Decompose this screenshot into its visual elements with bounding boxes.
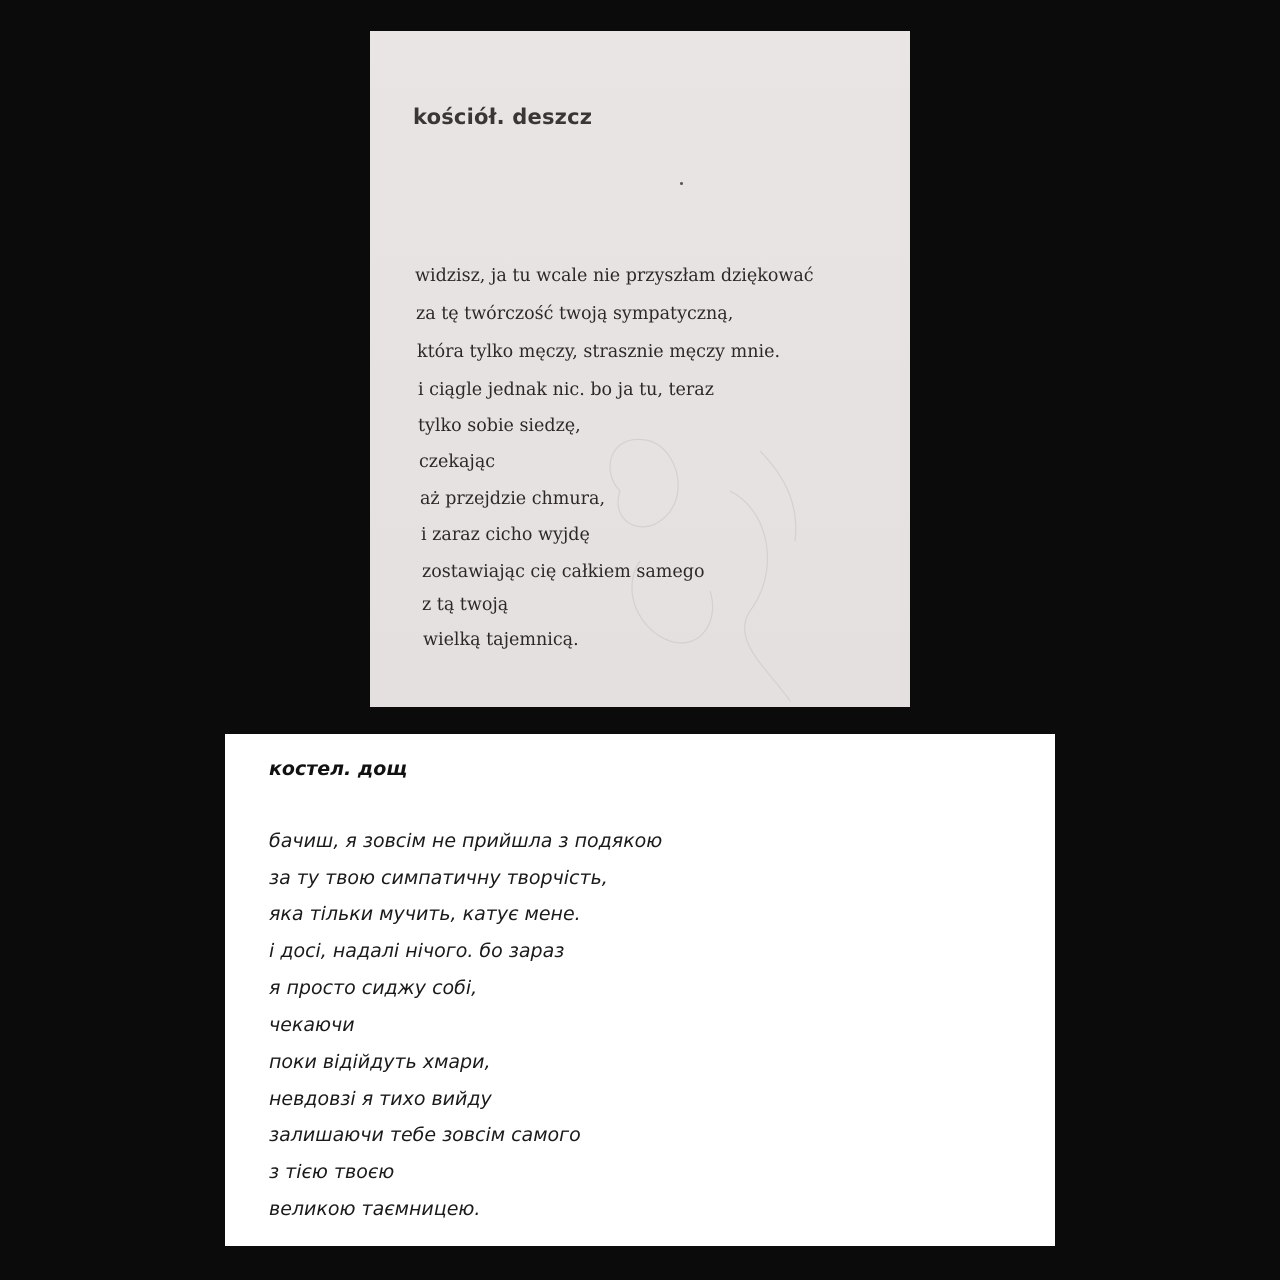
original-poem-photo: [370, 31, 910, 707]
original-poem-line: z tą twoją: [422, 595, 509, 615]
translation-poem-line: великою таємницею.: [269, 1198, 481, 1220]
original-poem-line: wielką tajemnicą.: [423, 630, 579, 650]
paper-speck: [680, 182, 683, 185]
original-poem-line: widzisz, ja tu wcale nie przyszłam dziękować: [415, 266, 814, 286]
translation-poem-line: чекаючи: [269, 1014, 355, 1036]
translation-poem-line: за ту твою симпатичну творчість,: [269, 867, 608, 889]
translation-poem-line: бачиш, я зовсім не прийшла з подякою: [269, 830, 663, 852]
original-poem-line: i zaraz cicho wyjdę: [421, 525, 590, 545]
original-poem-line: i ciągle jednak nic. bo ja tu, teraz: [418, 380, 714, 400]
original-poem-title: kościół. deszcz: [413, 105, 593, 129]
original-poem-line: zostawiając cię całkiem samego: [422, 562, 705, 582]
translation-poem-line: поки відійдуть хмари,: [269, 1051, 491, 1073]
translation-poem-line: невдовзі я тихо вийду: [269, 1088, 492, 1110]
original-poem-line: za tę twórczość twoją sympatyczną,: [416, 304, 734, 324]
translation-poem-line: і досі, надалі нічого. бо зараз: [269, 940, 565, 962]
translation-poem-line: залишаючи тебе зовсім самого: [269, 1124, 581, 1146]
translation-poem-line: з тією твоєю: [269, 1161, 395, 1183]
translation-poem-title: костел. дощ: [269, 758, 408, 780]
translation-poem-line: я просто сиджу собі,: [269, 977, 478, 999]
translation-poem-line: яка тільки мучить, катує мене.: [269, 903, 581, 925]
original-poem-line: która tylko męczy, strasznie męczy mnie.: [417, 342, 781, 362]
original-poem-line: aż przejdzie chmura,: [420, 489, 606, 509]
translation-card: [225, 734, 1055, 1246]
original-poem-line: czekając: [419, 452, 496, 472]
faint-pencil-sketch: [580, 411, 840, 707]
original-poem-line: tylko sobie siedzę,: [418, 416, 581, 436]
